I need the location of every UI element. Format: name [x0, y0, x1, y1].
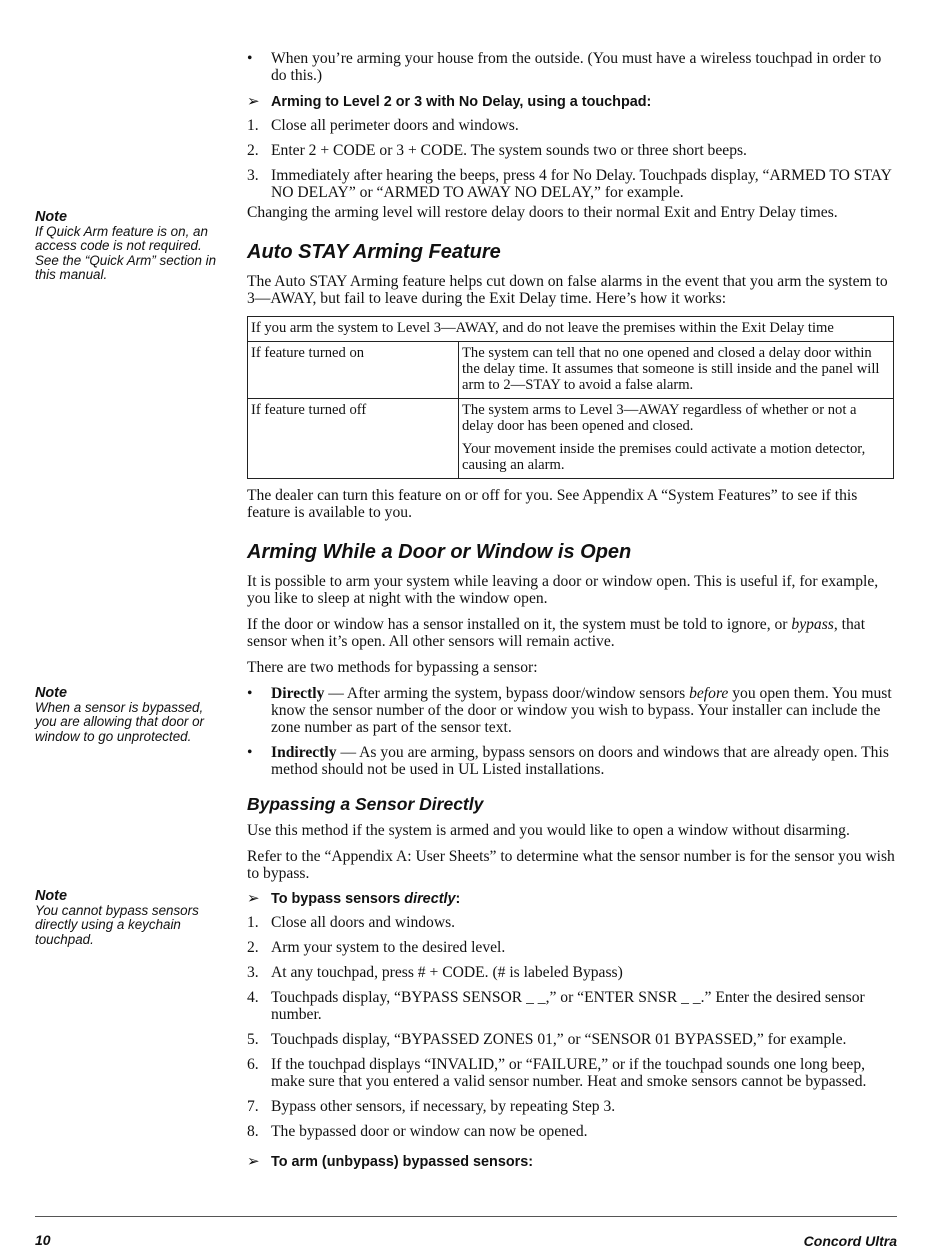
note-title: Note — [35, 209, 67, 225]
procedure-arrow-icon: ➢ — [247, 890, 260, 907]
main-content — [247, 50, 897, 1177]
table-row — [248, 399, 894, 479]
paragraph: The Auto STAY Arming feature helps cut down on false alarms in the event that you arm the system to 3—AWAY, but fail to leave during the Exit Delay time. Here’s how it works: — [247, 273, 888, 307]
heading-bypassing-directly: Bypassing a Sensor Directly — [247, 794, 484, 814]
table-cell: The system arms to Level 3—AWAY regardless of whether or not a delay door has been opened and closed. Your movement inside the premises could activate a motion detector, causing an alarm. — [459, 399, 894, 479]
page-number: 10 — [35, 1232, 51, 1248]
step-item: 2. Enter 2 + CODE or 3 + CODE. The system sounds two or three short beeps. — [247, 142, 747, 159]
note-text: If Quick Arm feature is on, an access code is not required. See the “Quick Arm” section in this manual. — [35, 223, 217, 282]
step-item: 8. The bypassed door or window can now be opened. — [247, 1123, 588, 1140]
bullet-mark: • — [247, 50, 253, 67]
note-text: You cannot bypass sensors directly using a keychain touchpad. — [35, 902, 199, 947]
step-item: 1. Close all perimeter doors and windows. — [247, 117, 519, 134]
paragraph: It is possible to arm your system while leaving a door or window open. This is useful if, for example, you like to sleep at night with the window open. — [247, 573, 879, 607]
note-title: Note — [35, 888, 67, 904]
paragraph: If the door or window has a sensor installed on it, the system must be told to ignore, or bypass, that sensor when it’s open. All other sensors will remain active. — [247, 616, 866, 650]
heading-arming-open: Arming While a Door or Window is Open — [247, 541, 632, 563]
procedure-arrow-icon: ➢ — [247, 1153, 260, 1170]
intro-bullet — [247, 50, 897, 84]
table-cell: If feature turned on — [248, 342, 459, 399]
step-item: 3. At any touchpad, press # + CODE. (# is labeled Bypass) — [247, 964, 623, 981]
step-item: 1. Close all doors and windows. — [247, 914, 456, 931]
procedure-arrow-icon: ➢ — [247, 93, 260, 110]
procedure-title-no-delay: ➢ Arming to Level 2 or 3 with No Delay, using a touchpad: — [247, 93, 652, 110]
table-cell: If feature turned off — [248, 399, 459, 479]
step-item: 2. Arm your system to the desired level. — [247, 939, 506, 956]
procedure-title-bypass: ➢ To bypass sensors directly: — [247, 890, 461, 907]
paragraph: There are two methods for bypassing a sensor: — [247, 659, 538, 676]
product-name: Concord Ultra — [803, 1233, 897, 1249]
note-title: Note — [35, 685, 67, 701]
paragraph: The dealer can turn this feature on or off for you. See Appendix A “System Features” to see if this feature is available to you. — [247, 487, 858, 521]
paragraph: Changing the arming level will restore delay doors to their normal Exit and Entry Delay times. — [247, 204, 838, 221]
procedure-title-unbypass: ➢ To arm (unbypass) bypassed sensors: — [247, 1153, 534, 1170]
intro-bullet-text: When you’re arming your house from the outside. (You must have a wireless touchpad in order to do this.) — [271, 50, 882, 84]
step-item: 7. Bypass other sensors, if necessary, by repeating Step 3. — [247, 1098, 616, 1115]
paragraph: Refer to the “Appendix A: User Sheets” to determine what the sensor number is for the sensor you wish to bypass. — [247, 848, 895, 882]
table-header-cell: If you arm the system to Level 3—AWAY, and do not leave the premises within the Exit Delay time — [248, 317, 894, 342]
table-cell: The system can tell that no one opened and closed a delay door within the delay time. It assumes that someone is still inside and the panel will arm to 2—STAY to avoid a false alarm. — [459, 342, 894, 399]
table-row — [248, 342, 894, 399]
footer-divider — [35, 1216, 897, 1217]
paragraph: Use this method if the system is armed and you would like to open a window without disarming. — [247, 822, 850, 839]
heading-auto-stay: Auto STAY Arming Feature — [247, 241, 501, 263]
step-item: 6. If the touchpad displays “INVALID,” or “FAILURE,” or if the touchpad sounds one long beep, make sure that you entered a valid sensor number. Heat and smoke sensors cannot be bypassed. — [247, 1056, 867, 1090]
auto-stay-table — [247, 316, 894, 479]
note-text: When a sensor is bypassed, you are allowing that door or window to go unprotected. — [35, 699, 204, 744]
step-item: 5. Touchpads display, “BYPASSED ZONES 01,” or “SENSOR 01 BYPASSED,” for example. — [247, 1031, 847, 1048]
side-note-bypass-unprotected — [35, 686, 225, 744]
step-item: 4. Touchpads display, “BYPASS SENSOR _ _,” or “ENTER SNSR _ _.” Enter the desired sensor number. — [247, 989, 865, 1023]
method-directly: • Directly — After arming the system, bypass door/window sensors before you open them. You must know the sensor number of the door or window you wish to bypass. Your installer can include the zone number as part of the sensor text. — [247, 685, 892, 736]
side-note-quick-arm — [35, 210, 225, 283]
method-indirectly: • Indirectly — As you are arming, bypass sensors on doors and windows that are already open. This method should not be used in UL Listed installations. — [247, 744, 889, 778]
step-item: 3. Immediately after hearing the beeps, press 4 for No Delay. Touchpads display, “ARMED TO STAY NO DELAY” or “ARMED TO AWAY NO DELAY,” for example. — [247, 167, 892, 201]
side-note-keychain — [35, 889, 225, 947]
